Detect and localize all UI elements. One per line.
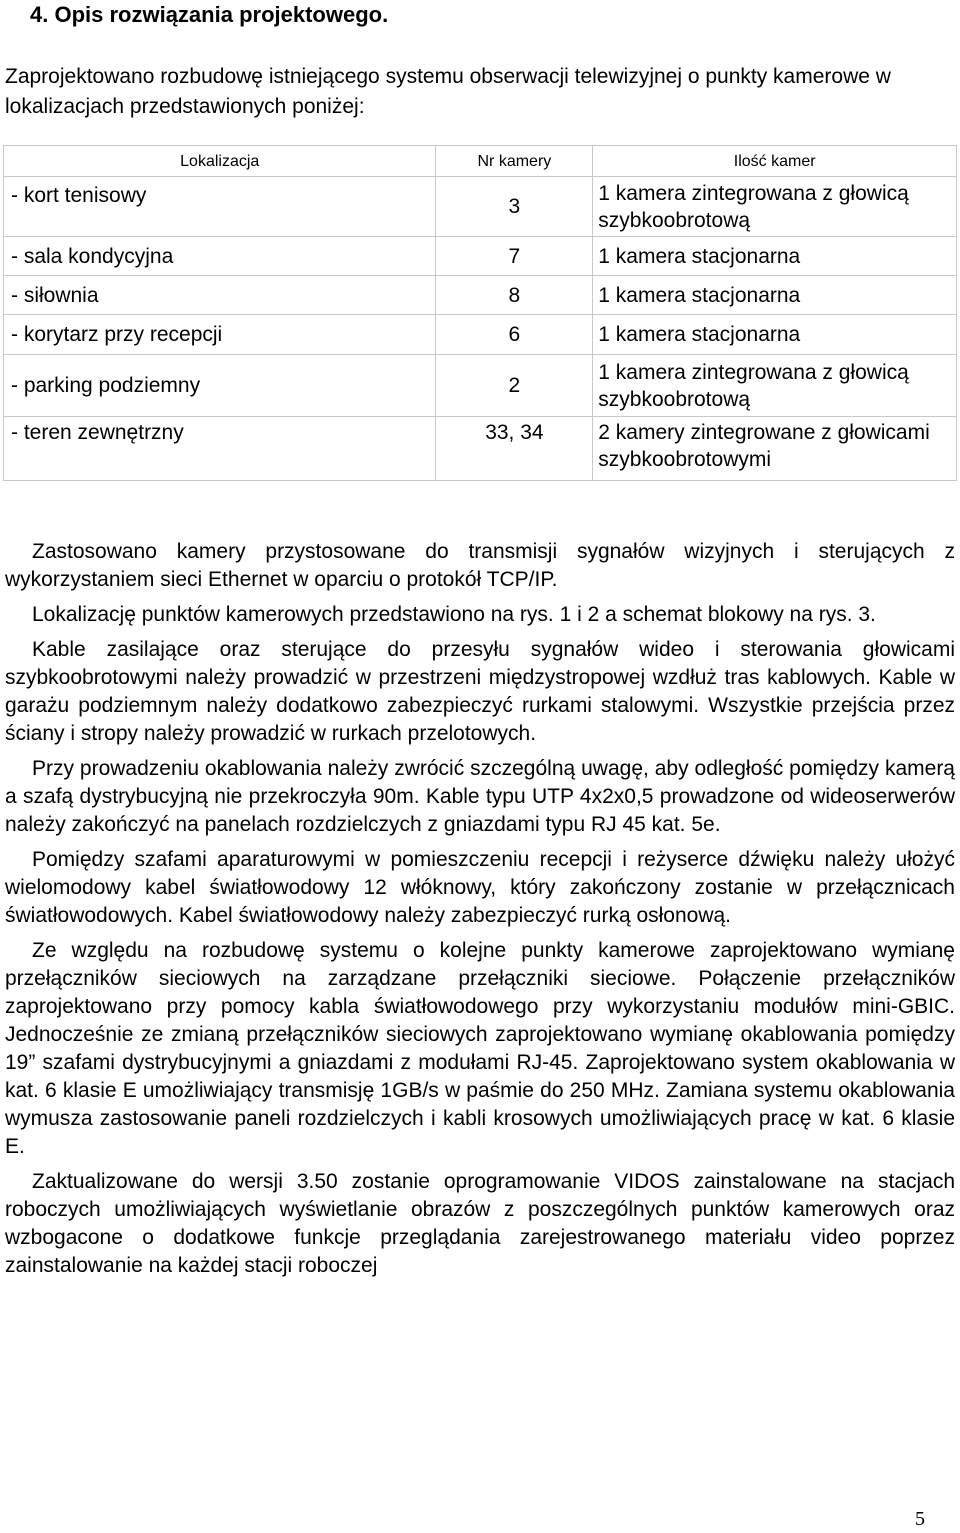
cell-camera-count: 1 kamera stacjonarna	[593, 237, 957, 276]
cell-camera-count: 1 kamera zintegrowana z głowicą szybkoobrotową	[593, 355, 957, 417]
paragraph: Kable zasilające oraz sterujące do przesyłu sygnałów wideo i sterowania głowicami szybkoobrotowymi należy prowadzić w przestrzeni międzystropowej wzdłuż tras kablowych. Kable w garażu podziemnym należy dodatkowo zabezpieczyć rurkami stalowymi. Wszystkie przejścia przez ściany i stropy należy prowadzić w rurkach przelotowych.	[5, 638, 955, 745]
cell-camera-number: 7	[436, 237, 593, 276]
cell-location: - korytarz przy recepcji	[4, 315, 436, 355]
section-heading: 4. Opis rozwiązania projektowego.	[30, 2, 389, 27]
cell-camera-number: 2	[436, 355, 593, 417]
table-header-row	[4, 146, 957, 177]
cell-location: - sala kondycyjna	[4, 237, 436, 276]
table-row	[4, 276, 957, 315]
camera-locations-table	[3, 145, 957, 481]
cell-camera-count: 2 kamery zintegrowane z głowicami szybkoobrotowymi	[593, 417, 957, 481]
cell-camera-count: 1 kamera stacjonarna	[593, 276, 957, 315]
table-row	[4, 237, 957, 276]
intro-paragraph: Zaprojektowano rozbudowę istniejącego systemu obserwacji telewizyjnej o punkty kamerowe w lokalizacjach przedstawionych poniżej:	[5, 65, 891, 118]
table-row	[4, 355, 957, 417]
cell-location: - teren zewnętrzny	[4, 417, 436, 481]
cell-camera-number: 3	[436, 177, 593, 237]
cell-camera-count: 1 kamera stacjonarna	[593, 315, 957, 355]
paragraph: Lokalizację punktów kamerowych przedstawiono na rys. 1 i 2 a schemat blokowy na rys. 3.	[32, 603, 876, 626]
paragraph: Zastosowano kamery przystosowane do transmisji sygnałów wizyjnych i sterujących z wykorzystaniem sieci Ethernet w oparciu o protokół TCP/IP.	[5, 540, 955, 591]
table-row	[4, 417, 957, 481]
cell-location: - siłownia	[4, 276, 436, 315]
header-camera-number: Nr kamery	[436, 146, 593, 177]
body-text	[5, 538, 955, 1287]
cell-camera-count: 1 kamera zintegrowana z głowicą szybkoobrotową	[593, 177, 957, 237]
paragraph: Przy prowadzeniu okablowania należy zwrócić szczególną uwagę, aby odległość pomiędzy kamerą a szafą dystrybucyjną nie przekroczyła 90m. Kable typu UTP 4x2x0,5 prowadzone od wideoserwerów należy zakończyć na panelach rozdzielczych z gniazdami typu RJ 45 kat. 5e.	[5, 757, 955, 836]
cell-camera-number: 33, 34	[436, 417, 593, 481]
page-number: 5	[915, 1508, 925, 1530]
paragraph: Ze względu na rozbudowę systemu o kolejne punkty kamerowe zaprojektowano wymianę przełączników sieciowych na zarządzane przełączniki sieciowe. Połączenie przełączników zaprojektowano przy pomocy kabla światłowodowego przy wykorzystaniu modułów mini-GBIC. Jednocześnie ze zmianą przełączników sieciowych zaprojektowano wymianę okablowania pomiędzy 19” szafami dystrybucyjnymi a gniazdami z modułami RJ-45. Zaprojektowano system okablowania w kat. 6 klasie E umożliwiający transmisję 1GB/s w paśmie do 250 MHz. Zamiana systemu okablowania wymusza zastosowanie paneli rozdzielczych i kabli krosowych umożliwiających pracę w kat. 6 klasie E.	[5, 939, 955, 1158]
cell-location: - parking podziemny	[4, 355, 436, 417]
table-row	[4, 315, 957, 355]
table-row	[4, 177, 957, 237]
cell-camera-number: 8	[436, 276, 593, 315]
header-camera-count: Ilość kamer	[593, 146, 957, 177]
paragraph: Pomiędzy szafami aparaturowymi w pomieszczeniu recepcji i reżyserce dźwięku należy ułożyć wielomodowy kabel światłowodowy 12 włóknowy, który zakończony zostanie w przełącznicach światłowodowych. Kabel światłowodowy należy zabezpieczyć rurką osłonową.	[5, 848, 955, 927]
cell-camera-number: 6	[436, 315, 593, 355]
header-location: Lokalizacja	[4, 146, 436, 177]
cell-location: - kort tenisowy	[4, 177, 436, 237]
paragraph: Zaktualizowane do wersji 3.50 zostanie oprogramowanie VIDOS zainstalowane na stacjach roboczych umożliwiających wyświetlanie obrazów z poszczególnych punktów kamerowych oraz wzbogacone o dodatkowe funkcje przeglądania zarejestrowanego materiału video poprzez zainstalowanie na każdej stacji roboczej	[5, 1170, 955, 1277]
